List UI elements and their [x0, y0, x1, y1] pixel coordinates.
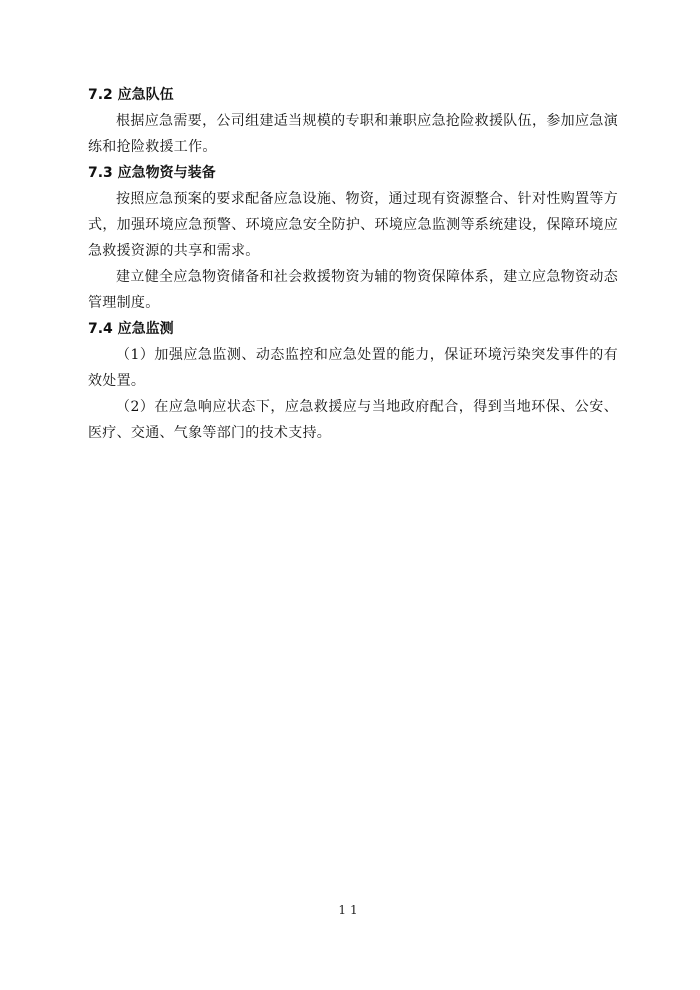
list-item: （2）在应急响应状态下，应急救援应与当地政府配合，得到当地环保、公安、医疗、交通、气象等部门的技术支持。: [88, 399, 618, 441]
section-heading-7-4: 7.4 应急监测: [88, 321, 174, 337]
paragraph: 按照应急预案的要求配备应急设施、物资，通过现有资源整合、针对性购置等方式，加强环境应急预警、环境应急安全防护、环境应急监测等系统建设，保障环境应急救援资源的共享和需求。: [88, 191, 618, 259]
paragraph: 根据应急需要，公司组建适当规模的专职和兼职应急抢险救援队伍，参加应急演练和抢险救援工作。: [88, 113, 618, 155]
page-content: [88, 82, 618, 446]
paragraph: 建立健全应急物资储备和社会救援物资为辅的物资保障体系，建立应急物资动态管理制度。: [88, 269, 618, 311]
section-heading-7-3: 7.3 应急物资与装备: [88, 165, 216, 181]
list-item: （1）加强应急监测、动态监控和应急处置的能力，保证环境污染突发事件的有效处置。: [88, 347, 618, 389]
section-heading-7-2: 7.2 应急队伍: [88, 87, 174, 103]
page-number: 11: [338, 903, 362, 917]
